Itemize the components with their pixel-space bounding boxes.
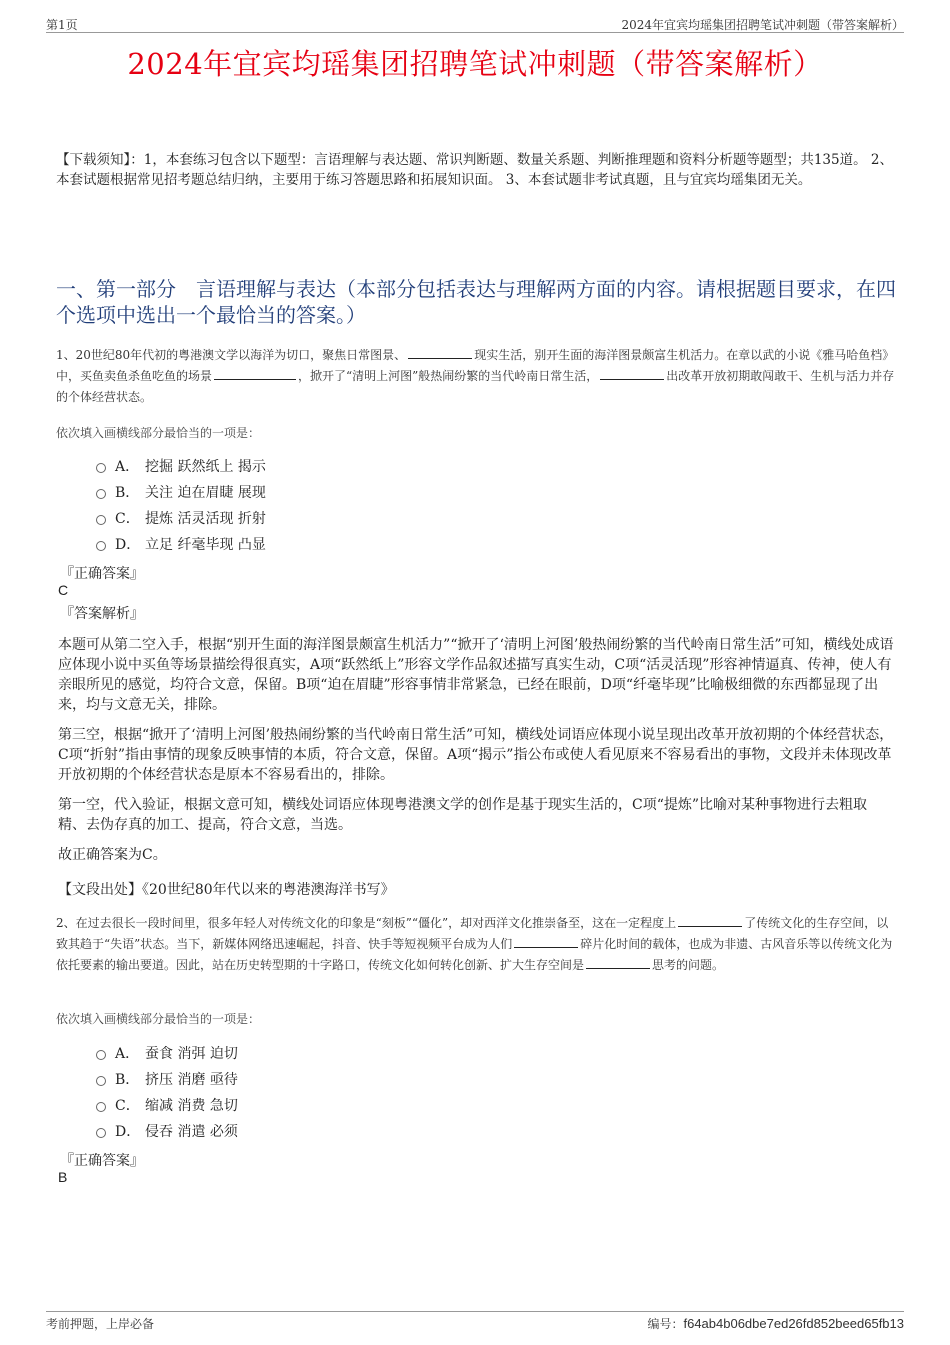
option-d[interactable]: D． 立足 纤毫毕现 凸显 [96,531,266,557]
question-2-text: 2、在过去很长一段时间里，很多年轻人对传统文化的印象是“刻板”“僵化”，却对西洋文化推崇备至，这在一定程度上 了传统文化的生存空间，以致其趋于“失语”状态。当下，新媒体网络迅速崛起，抖音、快手等短视频平台成为人们 碎片化时间的载体，也成为非遗、古风音乐等以传统文化为依托要素的输出要道。因此，站在历史转型期的十字路口，传统文化如何转化创新、扩大生存空间是 思考的问题。 [56,916,893,972]
fill-blank [586,956,650,969]
question-2-options [96,1040,238,1144]
option-c[interactable]: C． 提炼 活灵活现 折射 [96,505,266,531]
radio-icon[interactable] [96,1128,106,1138]
correct-answer-label: 『正确答案』 [60,566,144,582]
radio-icon[interactable] [96,1102,106,1112]
footer-slogan: 考前押题，上岸必备 [46,1317,155,1331]
page-header [46,14,904,33]
correct-answer-label: 『正确答案』 [60,1153,144,1169]
radio-icon[interactable] [96,1076,106,1086]
fill-blank [678,914,742,927]
analysis-label: 『答案解析』 [60,606,144,622]
option-c[interactable]: C． 缩减 消费 急切 [96,1092,238,1118]
fill-blank [214,367,296,380]
page-number: 第1页 [46,18,78,32]
document-code: 编号：f64ab4b06dbe7ed26fd852beed65fb13 [647,1316,904,1331]
fill-blank [514,935,578,948]
radio-icon[interactable] [96,489,106,499]
page-footer [46,1311,904,1331]
radio-icon[interactable] [96,541,106,551]
correct-answer: B [58,1169,68,1185]
radio-icon[interactable] [96,515,106,525]
option-a[interactable]: A． 蚕食 消弭 迫切 [96,1040,238,1066]
question-1-prompt: 依次填入画横线部分最恰当的一项是： [56,426,261,440]
correct-answer: C [58,582,69,598]
option-a[interactable]: A． 挖掘 跃然纸上 揭示 [96,453,266,479]
download-notice: 【下载须知】：1，本套练习包含以下题型：言语理解与表达题、常识判断题、数量关系题、判断推理题和资料分析题等题型；共135道。 2、本套试题根据常见招考题总结归纳，主要用于练习答题思路和拓展知识面。 3、本套试题非考试真题，且与宜宾均瑶集团无关。 [56,152,893,188]
analysis-paragraph: 本题可从第二空入手，根据“别开生面的海洋图景颇富生机活力”“掀开了‘清明上河图’般热闹纷繁的当代岭南日常生活”可知，横线处成语应体现小说中买鱼等场景描绘得很真实，A项“跃然纸上”形容文学作品叙述描写真实生动，C项“活灵活现”形容神情逼真、传神，使人有亲眼所见的感觉，均符合文意，保留。B项“迫在眉睫”形容事情非常紧急，已经在眼前，D项“纤毫毕现”比喻极细微的东西都显现了出来，均与文意无关，排除。 [58,637,894,713]
fill-blank [600,367,664,380]
option-b[interactable]: B． 关注 迫在眉睫 展现 [96,479,266,505]
page-title: 2024年宜宾均瑶集团招聘笔试冲刺题（带答案解析） [127,47,823,81]
question-1-text: 1、20世纪80年代初的粤港澳文学以海洋为切口，聚焦日常图景、 现实生活，别开生面的海洋图景颇富生机活力。在章以武的小说《雅马哈鱼档》中，买鱼卖鱼杀鱼吃鱼的场景 ，掀开了“清明上河图”般热闹纷繁的当代岭南日常生活， 出改革开放初期敢闯敢干、生机与活力并存的个体经营状态。 [56,348,895,404]
radio-icon[interactable] [96,1050,106,1060]
analysis-paragraph: 故正确答案为C。 [58,847,167,863]
header-doc-title: 2024年宜宾均瑶集团招聘笔试冲刺题（带答案解析） [621,18,904,32]
option-b[interactable]: B． 挤压 消磨 亟待 [96,1066,238,1092]
fill-blank [408,346,472,359]
question-2-prompt: 依次填入画横线部分最恰当的一项是： [56,1012,261,1026]
analysis-paragraph: 第三空，根据“掀开了‘清明上河图’般热闹纷繁的当代岭南日常生活”可知，横线处词语应体现小说呈现出改革开放初期的个体经营状态，C项“折射”指由事情的现象反映事情的本质，符合文意，保留。A项“揭示”指公布或使人看见原来不容易看出的事物，文段并未体现改革开放初期的个体经营状态是原本不容易看出的，排除。 [58,727,894,783]
answer-analysis [58,635,894,875]
radio-icon[interactable] [96,463,106,473]
question-1-options [96,453,266,557]
passage-source: 【文段出处】《20世纪80年代以来的粤港澳海洋书写》 [58,882,395,898]
analysis-paragraph: 第一空，代入验证，根据文意可知，横线处词语应体现粤港澳文学的创作是基于现实生活的，C项“提炼”比喻对某种事物进行去粗取精、去伪存真的加工、提高，符合文意，当选。 [58,797,868,833]
section-heading: 一、第一部分 言语理解与表达（本部分包括表达与理解两方面的内容。请根据题目要求，在四个选项中选出一个最恰当的答案。） [56,277,896,327]
option-d[interactable]: D． 侵吞 消遣 必须 [96,1118,238,1144]
